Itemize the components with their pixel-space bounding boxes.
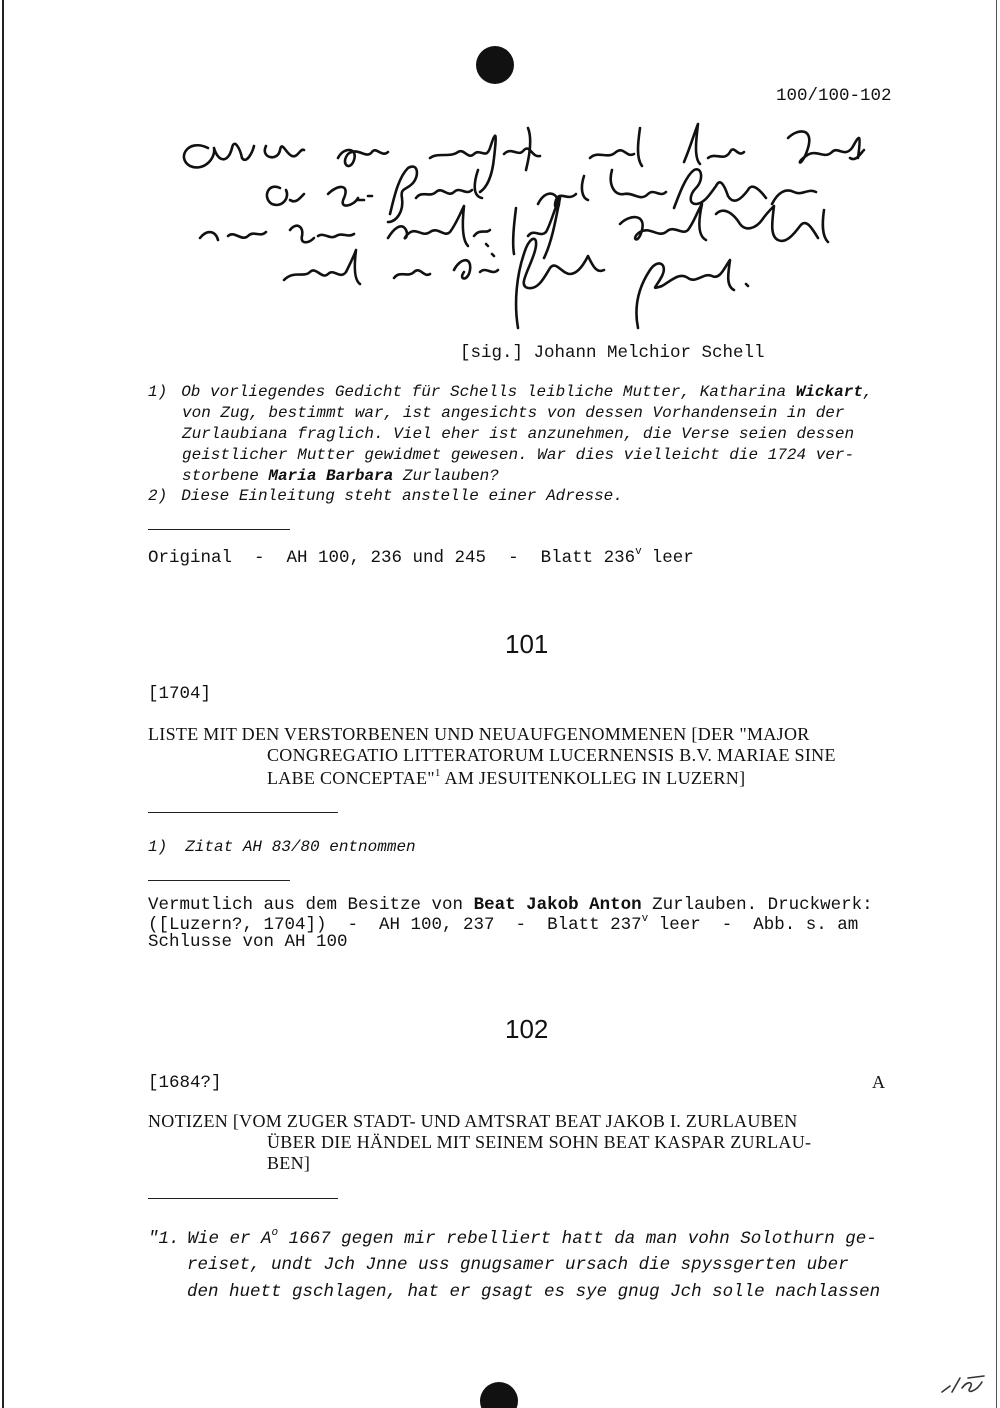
document-102-title-line-3: BEN]: [267, 1153, 311, 1173]
footnote-1-line-2: von Zug, bestimmt war, ist angesichts von dessen Vorhandensein in der: [182, 404, 845, 422]
document-101-provenance-line-1: Vermutlich aus dem Besitze von Beat Jakob Anton Zurlauben. Druckwerk:: [148, 895, 873, 915]
footnote-1-number: 1): [148, 383, 168, 401]
handwritten-verse: [168, 118, 888, 338]
footnote-1-line-3: Zurlaubiana fraglich. Viel eher ist anzunehmen, die Verse seien dessen: [182, 425, 855, 443]
document-102-variant: A: [872, 1072, 885, 1092]
separator-rule-3: [148, 880, 290, 881]
document-101-date: [1704]: [148, 684, 212, 704]
document-102-title-line-1: NOTIZEN [VOM ZUGER STADT- UND AMTSRAT BEAT JAKOB I. ZURLAUBEN: [148, 1111, 798, 1131]
name-maria-barbara: Maria Barbara: [268, 467, 394, 485]
binder-hole-bottom: [480, 1382, 518, 1408]
document-101-provenance-line-2: ([Luzern?, 1704]) - AH 100, 237 - Blatt 237$^v$ leer - Abb. s. am: [148, 913, 859, 935]
footnote-1-line-4: geistlicher Mutter gewidmet gewesen. War dies vielleicht die 1724 ver-: [182, 446, 855, 464]
separator-rule-4: [148, 1198, 338, 1199]
footnote-1-line-5: storbene Maria Barbara Zurlauben?: [182, 467, 499, 485]
scan-edge-right: [996, 0, 997, 1408]
document-102-title-line-2: ÜBER DIE HÄNDEL MIT SEINEM SOHN BEAT KASPAR ZURLAU-: [267, 1132, 812, 1152]
binder-hole-top: [476, 46, 514, 84]
scan-edge-left: [2, 0, 4, 1408]
document-number-102: 102: [505, 1014, 549, 1044]
document-102-quote-line-1: "1. Wie er $A^o$ 1667 gegen mir rebelliert hatt da man vohn Solothurn ge-: [148, 1227, 877, 1249]
separator-rule-1: [148, 529, 290, 530]
quote-item-number: "1.: [148, 1229, 180, 1249]
original-source-line: Original - AH 100, 236 und 245 - Blatt 236$^v$ leer: [148, 546, 694, 568]
signature-attribution: [sig.] Johann Melchior Schell: [460, 343, 765, 363]
footnote-2: 2) Diese Einleitung steht anstelle einer Adresse.: [148, 487, 623, 505]
page-reference: 100/100-102: [776, 86, 892, 106]
document-101-title-line-2: CONGREGATIO LITTERATORUM LUCERNENSIS B.V. MARIAE SINE: [267, 745, 836, 765]
document-101-title-line-1: LISTE MIT DEN VERSTORBENEN UND NEUAUFGENOMMENEN [DER "MAJOR: [148, 724, 810, 744]
document-101-title-line-3: LABE CONCEPTAE"$^1$ AM JESUITENKOLLEG IN LUZERN]: [267, 767, 746, 788]
separator-rule-2: [148, 812, 338, 813]
name-beat-jakob-anton: Beat Jakob Anton: [473, 895, 642, 915]
footnote-1-line-1: 1) Ob vorliegendes Gedicht für Schells leibliche Mutter, Katharina Wickart,: [148, 383, 873, 401]
document-102-quote-line-3: den huett gschlagen, hat er gsagt es sye gnug Jch solle nachlassen: [187, 1282, 881, 1302]
name-wickart: Wickart: [795, 383, 863, 401]
document-101-footnote: 1) Zitat AH 83/80 entnommen: [148, 838, 416, 856]
document-number-101: 101: [505, 629, 549, 659]
document-101-provenance-line-3: Schlusse von AH 100: [148, 932, 348, 952]
pencil-mark: [938, 1372, 988, 1398]
document-102-date: [1684?]: [148, 1073, 222, 1093]
footnote-2-number: 2): [148, 487, 168, 505]
document-102-quote-line-2: reiset, undt Jch Jnne uss gnugsamer ursach die spyssgerten uber: [187, 1255, 849, 1275]
